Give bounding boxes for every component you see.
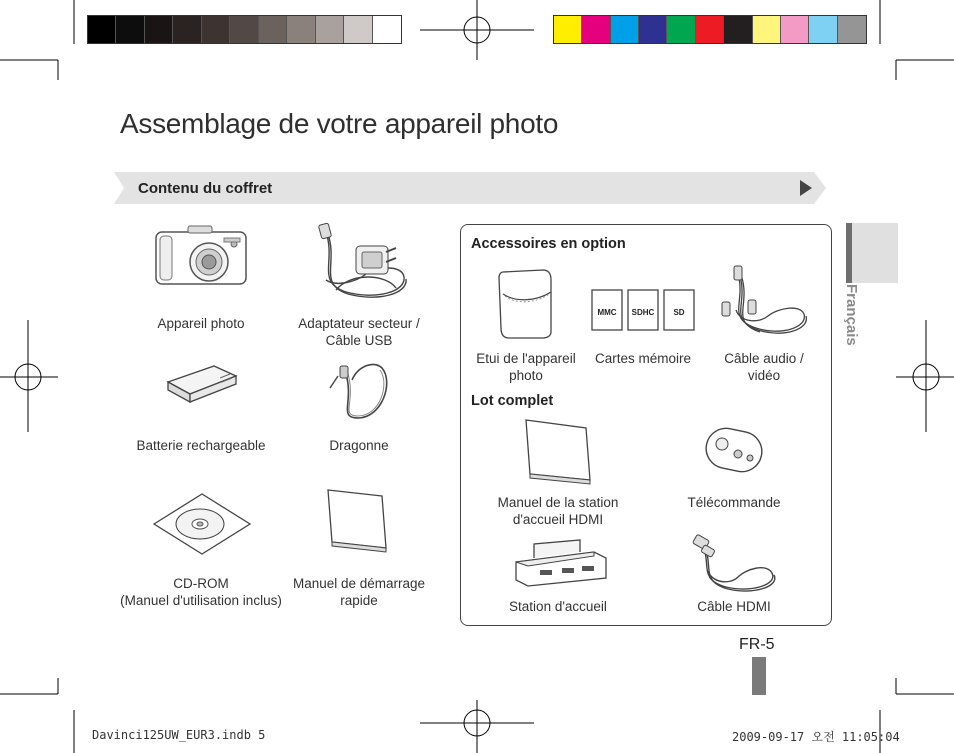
memory-cards-icon [590, 288, 696, 332]
kit-heading: Lot complet [471, 393, 554, 409]
card-label-mmc: MMC [597, 308, 617, 317]
section-heading: Contenu du coffret [138, 180, 273, 197]
swatch-1 [582, 16, 610, 43]
swatch-7 [753, 16, 781, 43]
swatch-4 [667, 16, 695, 43]
battery-icon [164, 362, 240, 406]
dock-station-icon [510, 538, 610, 588]
swatch-4 [202, 16, 230, 43]
caption-adapter: Adaptateur secteur / Câble USB [298, 316, 420, 348]
caption-remote: Télécommande [687, 495, 781, 510]
caption-dock: Station d'accueil [509, 599, 607, 614]
adapter-cable-icon [306, 222, 410, 304]
swatch-8 [316, 16, 344, 43]
swatch-0 [88, 16, 116, 43]
remote-control-icon [702, 424, 766, 476]
swatch-6 [724, 16, 752, 43]
swatch-10 [373, 16, 401, 43]
color-swatch-strip [553, 15, 867, 44]
hdmi-manual-icon [524, 418, 594, 484]
swatch-2 [611, 16, 639, 43]
swatch-2 [145, 16, 173, 43]
strap-icon [318, 362, 398, 422]
camera-icon [154, 224, 248, 286]
language-tab-label: Français [843, 284, 860, 346]
card-label-sdhc: SDHC [631, 308, 655, 317]
language-tab-marker [846, 223, 852, 283]
swatch-5 [230, 16, 258, 43]
caption-cdrom: CD-ROM (Manuel d'utilisation inclus) [120, 576, 282, 608]
caption-strap: Dragonne [329, 438, 389, 453]
gray-swatch-strip [87, 15, 402, 44]
swatch-10 [838, 16, 866, 43]
swatch-8 [781, 16, 809, 43]
swatch-9 [344, 16, 372, 43]
caption-av-cable: Câble audio / vidéo [724, 351, 804, 383]
hdmi-cable-icon [688, 535, 780, 597]
quick-manual-icon [324, 488, 390, 554]
caption-hdmi-manual: Manuel de la station d'accueil HDMI [497, 495, 619, 527]
swatch-1 [116, 16, 144, 43]
caption-hdmi-cable: Câble HDMI [697, 599, 771, 614]
cdrom-icon [152, 492, 252, 558]
card-label-sd: SD [673, 308, 685, 317]
footer-file-info: Davinci125UW_EUR3.indb 5 [92, 728, 266, 742]
swatch-5 [696, 16, 724, 43]
caption-camera-case: Etui de l'appareil photo [476, 351, 576, 383]
caption-quick-manual: Manuel de démarrage rapide [292, 576, 426, 608]
swatch-0 [554, 16, 582, 43]
camera-case-icon [495, 266, 559, 340]
page-title: Assemblage de votre appareil photo [120, 108, 559, 139]
page-marker-block [752, 657, 766, 695]
swatch-9 [809, 16, 837, 43]
swatch-6 [259, 16, 287, 43]
caption-camera: Appareil photo [157, 316, 245, 331]
page-number: FR-5 [739, 636, 775, 653]
swatch-3 [173, 16, 201, 43]
caption-memory-cards: Cartes mémoire [594, 351, 692, 366]
swatch-7 [287, 16, 315, 43]
footer-timestamp: 2009-09-17 오전 11:05:04 [732, 730, 900, 744]
caption-battery: Batterie rechargeable [136, 438, 266, 453]
language-tab [846, 223, 898, 283]
av-cable-icon [716, 266, 812, 346]
optional-heading: Accessoires en option [471, 236, 626, 252]
swatch-3 [639, 16, 667, 43]
